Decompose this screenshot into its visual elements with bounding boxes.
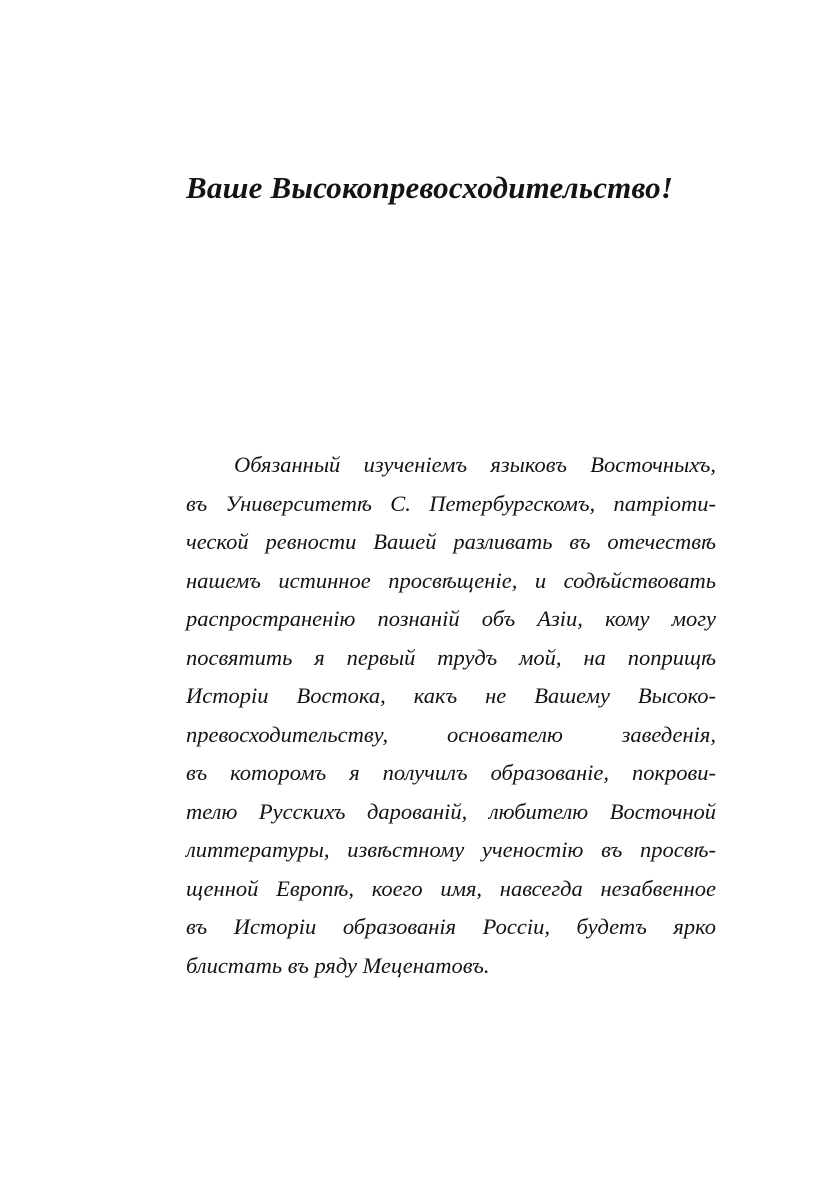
body-line: въ которомъ я получилъ образованіе, покрови- bbox=[186, 760, 716, 785]
body-line: ческой ревности Вашей разливать въ отечествѣ bbox=[186, 529, 716, 554]
body-line: посвятить я первый трудъ мой, на поприщѣ bbox=[186, 644, 716, 670]
dedication-body bbox=[186, 446, 716, 985]
dedication-heading: Ваше Высокопревосходительство! bbox=[186, 170, 674, 205]
body-line: блистать въ ряду Меценатовъ. bbox=[186, 952, 490, 978]
body-line: телю Русскихъ дарованій, любителю Восточной bbox=[186, 798, 716, 824]
body-line: въ Исторіи образованія Россіи, будетъ ярко bbox=[186, 914, 716, 939]
body-line: щенной Европѣ, коего имя, навсегда незабвенное bbox=[186, 875, 716, 901]
body-line: литтературы, извѣстному ученостію въ просвѣ- bbox=[186, 837, 716, 862]
body-line: Обязанный изученіемъ языковъ Восточныхъ, bbox=[234, 452, 716, 477]
body-line: нашемъ истинное просвѣщеніе, и содѣйствовать bbox=[186, 567, 716, 593]
body-line: Исторіи Востока, какъ не Вашему Высоко- bbox=[186, 683, 716, 708]
body-line: въ Университетѣ С. Петербургскомъ, патріоти- bbox=[186, 490, 716, 516]
body-line: превосходительству, основателю заведенія, bbox=[186, 721, 716, 747]
body-line: распространенію познаній объ Азіи, кому могу bbox=[186, 606, 716, 631]
